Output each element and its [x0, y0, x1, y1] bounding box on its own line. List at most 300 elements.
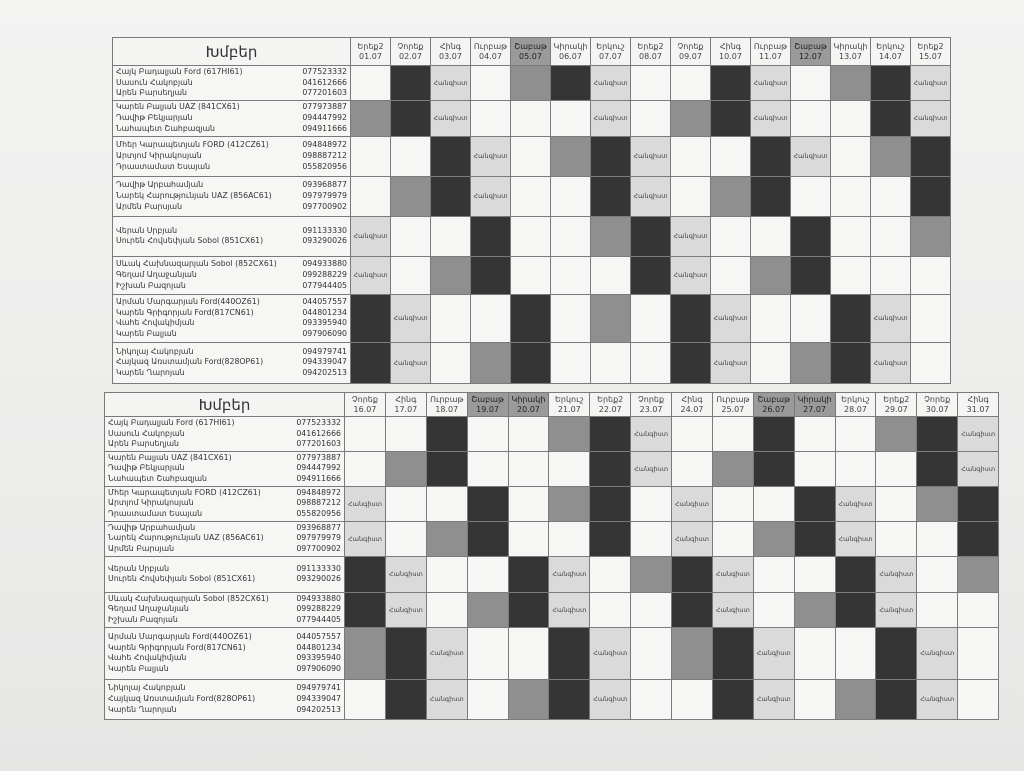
- shift-cell-empty: [876, 486, 917, 521]
- groups-header: Խմբեր: [105, 393, 345, 417]
- rest-day-cell: Հանգիստ: [751, 66, 791, 101]
- rest-day-cell: Հանգիստ: [672, 521, 713, 556]
- shift-cell-dark: [508, 592, 549, 627]
- shift-cell-empty: [551, 342, 591, 383]
- group-row: [113, 256, 951, 294]
- day-name: Հինգ: [719, 41, 742, 51]
- shift-cell-empty: [831, 100, 871, 136]
- day-header: [917, 393, 958, 417]
- shift-cell-empty: [590, 556, 631, 592]
- rest-day-cell: Հանգիստ: [835, 521, 876, 556]
- shift-cell-empty: [794, 627, 835, 679]
- shift-cell-dark: [385, 679, 426, 719]
- shift-cell-dark: [917, 451, 958, 486]
- day-date: 19.07: [476, 404, 500, 414]
- group-member-line: [116, 78, 347, 89]
- shift-cell-empty: [791, 100, 831, 136]
- member-phone: 094933880: [296, 593, 341, 603]
- group-member-line: [108, 533, 341, 544]
- member-phone: 093395940: [296, 653, 341, 663]
- shift-cell-gray: [551, 136, 591, 176]
- day-name: Ուրբաթ: [473, 41, 508, 51]
- shift-cell-dark: [345, 556, 386, 592]
- day-header: [591, 38, 631, 66]
- member-name: Արմեն Բարսյան: [108, 544, 175, 554]
- day-name: Հինգ: [439, 41, 462, 51]
- day-header: [631, 38, 671, 66]
- group-member-line: [116, 226, 347, 237]
- shift-cell-empty: [511, 216, 551, 256]
- day-header: [467, 393, 508, 417]
- rest-day-cell: Հանգիստ: [711, 342, 751, 383]
- group-member-line: [108, 694, 341, 705]
- member-phone: 077973887: [302, 102, 347, 112]
- group-member-line: [116, 180, 347, 191]
- group-row: [113, 136, 951, 176]
- member-phone: 041612666: [302, 77, 347, 87]
- day-date: 15.07: [919, 51, 942, 61]
- shift-cell-gray: [871, 136, 911, 176]
- rest-day-cell: Հանգիստ: [753, 679, 794, 719]
- member-phone: 044801234: [302, 307, 347, 317]
- member-phone: 077523332: [296, 418, 341, 427]
- shift-cell-empty: [751, 294, 791, 342]
- shift-cell-gray: [672, 627, 713, 679]
- shift-cell-empty: [753, 556, 794, 592]
- group-member-line: [116, 357, 347, 368]
- shift-cell-empty: [351, 66, 391, 101]
- group-member-line: [108, 594, 341, 605]
- member-name: Նիկոլայ Հակոբյան: [108, 683, 186, 693]
- rest-day-cell: Հանգիստ: [753, 627, 794, 679]
- group-members-cell: [113, 176, 351, 216]
- rest-day-cell: Հանգիստ: [385, 556, 426, 592]
- rest-day-cell: Հանգիստ: [671, 216, 711, 256]
- shift-cell-gray: [391, 176, 431, 216]
- member-name: Նարեկ Հարությունյան UAZ (856AC61): [108, 533, 264, 543]
- rest-day-cell: Հանգիստ: [471, 176, 511, 216]
- rest-day-cell: Հանգիստ: [672, 486, 713, 521]
- day-date: 26.07: [762, 404, 786, 414]
- shift-cell-empty: [631, 679, 672, 719]
- group-member-line: [116, 368, 347, 379]
- shift-cell-empty: [751, 342, 791, 383]
- day-header: [791, 38, 831, 66]
- group-member-line: [108, 429, 341, 440]
- member-name: Վերան Սրբյան: [116, 225, 178, 235]
- shift-cell-empty: [591, 342, 631, 383]
- group-member-line: [108, 604, 341, 615]
- member-phone: 098887212: [302, 150, 347, 160]
- group-member-line: [116, 329, 347, 340]
- group-members-cell: [113, 136, 351, 176]
- group-row: [105, 679, 999, 719]
- member-name: Վահե Հովակիմյան: [108, 653, 187, 663]
- group-members-cell: [113, 256, 351, 294]
- shift-cell-dark: [391, 100, 431, 136]
- group-member-line: [116, 140, 347, 151]
- member-name: Կարեն Գրիգորյան Ford(817CN61): [116, 307, 254, 317]
- shift-cell-gray: [917, 486, 958, 521]
- group-member-line: [116, 259, 347, 270]
- shift-cell-empty: [631, 627, 672, 679]
- group-member-line: [108, 453, 341, 464]
- rest-day-cell: Հանգիստ: [426, 627, 467, 679]
- shift-cell-empty: [391, 136, 431, 176]
- shift-cell-dark: [351, 294, 391, 342]
- shift-cell-dark: [631, 216, 671, 256]
- day-date: 20.07: [516, 404, 540, 414]
- day-header: [711, 38, 751, 66]
- group-members-cell: [105, 556, 345, 592]
- member-name: Նահապետ Շահբազյան: [116, 123, 216, 133]
- shift-cell-empty: [712, 486, 753, 521]
- rest-day-cell: Հանգիստ: [917, 679, 958, 719]
- shift-cell-dark: [794, 486, 835, 521]
- member-name: Նիկոլայ Հակոբյան: [116, 346, 194, 356]
- member-phone: 094202513: [296, 704, 341, 714]
- group-row: [105, 627, 999, 679]
- member-phone: 094933880: [302, 259, 347, 269]
- day-header: [712, 393, 753, 417]
- member-name: Դավիթ Բեկյարյան: [116, 112, 193, 122]
- member-phone: 093968877: [302, 180, 347, 190]
- member-phone: 077944405: [302, 280, 347, 290]
- shift-cell-empty: [385, 521, 426, 556]
- member-phone: 094447992: [296, 463, 341, 473]
- group-member-line: [108, 523, 341, 534]
- shift-cell-gray: [549, 417, 590, 452]
- member-phone: 097906090: [302, 328, 347, 338]
- shift-cell-dark: [671, 342, 711, 383]
- group-member-line: [116, 113, 347, 124]
- group-row: [113, 66, 951, 101]
- rest-day-cell: Հանգիստ: [631, 417, 672, 452]
- rest-day-cell: Հանգիստ: [351, 256, 391, 294]
- shift-cell-empty: [426, 592, 467, 627]
- group-member-line: [116, 281, 347, 292]
- day-date: 03.07: [439, 51, 462, 61]
- shift-cell-empty: [508, 521, 549, 556]
- shift-cell-empty: [794, 417, 835, 452]
- shift-cell-dark: [471, 216, 511, 256]
- shift-cell-gray: [591, 294, 631, 342]
- shift-cell-empty: [431, 342, 471, 383]
- shift-cell-empty: [911, 294, 951, 342]
- member-name: Վահե Հովակիմյան: [116, 318, 195, 328]
- group-row: [113, 294, 951, 342]
- day-date: 17.07: [394, 404, 418, 414]
- shift-cell-dark: [467, 521, 508, 556]
- shift-cell-dark: [791, 256, 831, 294]
- shift-cell-empty: [631, 521, 672, 556]
- member-phone: 094339047: [296, 693, 341, 703]
- member-name: Կարեն Բալյան: [108, 663, 169, 673]
- day-header: [511, 38, 551, 66]
- shift-cell-empty: [551, 176, 591, 216]
- shift-cell-empty: [631, 592, 672, 627]
- group-members-cell: [105, 486, 345, 521]
- day-header: [871, 38, 911, 66]
- day-name: Երեք2: [917, 41, 944, 51]
- rest-day-cell: Հանգիստ: [345, 486, 386, 521]
- group-member-line: [116, 297, 347, 308]
- shift-cell-gray: [791, 342, 831, 383]
- shift-cell-empty: [917, 592, 958, 627]
- group-members-cell: [113, 342, 351, 383]
- shift-cell-empty: [631, 486, 672, 521]
- rest-day-cell: Հանգիստ: [431, 100, 471, 136]
- member-name: Սևակ Հախնազարյան Sobol (852CX61): [116, 259, 277, 269]
- shift-cell-dark: [511, 342, 551, 383]
- shift-cell-empty: [831, 256, 871, 294]
- rest-day-cell: Հանգիստ: [549, 592, 590, 627]
- day-name: Ուրբաթ: [753, 41, 788, 51]
- member-name: Մհեր Կարապետյան FORD (412CZ61): [108, 487, 261, 497]
- shift-cell-dark: [711, 66, 751, 101]
- shift-cell-empty: [551, 100, 591, 136]
- day-header: [631, 393, 672, 417]
- day-date: 25.07: [721, 404, 745, 414]
- day-name: Կիրակի: [553, 41, 588, 51]
- group-member-line: [116, 88, 347, 99]
- member-name: Կարեն Բալյան UAZ (841CX61): [116, 102, 240, 112]
- rest-day-cell: Հանգիստ: [791, 136, 831, 176]
- day-header: [876, 393, 917, 417]
- group-member-line: [116, 151, 347, 162]
- shift-cell-empty: [551, 256, 591, 294]
- day-date: 02.07: [399, 51, 422, 61]
- group-member-line: [108, 509, 341, 520]
- rest-day-cell: Հանգիստ: [958, 451, 999, 486]
- shift-cell-empty: [467, 679, 508, 719]
- shift-cell-dark: [590, 486, 631, 521]
- member-name: Դրաստամատ Եսայան: [116, 161, 211, 171]
- shift-cell-empty: [511, 136, 551, 176]
- shift-cell-empty: [876, 451, 917, 486]
- shift-cell-gray: [385, 451, 426, 486]
- day-date: 24.07: [680, 404, 704, 414]
- member-phone: 099288229: [296, 604, 341, 614]
- shift-cell-dark: [590, 451, 631, 486]
- shift-cell-gray: [751, 256, 791, 294]
- day-name: Հինգ: [395, 394, 417, 404]
- shift-cell-dark: [958, 521, 999, 556]
- member-name: Գեղամ Աղաջանյան: [108, 604, 189, 614]
- shift-cell-empty: [591, 256, 631, 294]
- day-name: Երեք2: [597, 394, 624, 404]
- member-name: Հայկազ Առստամյան Ford(828OP61): [116, 357, 264, 367]
- rest-day-cell: Հանգիստ: [431, 66, 471, 101]
- member-phone: 097700902: [296, 544, 341, 554]
- member-name: Սևակ Հախնազարյան Sobol (852CX61): [108, 593, 269, 603]
- shift-cell-dark: [551, 66, 591, 101]
- member-phone: 094911666: [302, 123, 347, 133]
- shift-cell-empty: [467, 556, 508, 592]
- day-date: 10.07: [719, 51, 742, 61]
- member-phone: 097979979: [296, 533, 341, 543]
- day-date: 23.07: [639, 404, 663, 414]
- rest-day-cell: Հանգիստ: [345, 521, 386, 556]
- shift-cell-gray: [911, 216, 951, 256]
- day-date: 18.07: [435, 404, 459, 414]
- shift-cell-gray: [835, 679, 876, 719]
- day-date: 21.07: [557, 404, 581, 414]
- rest-day-cell: Հանգիստ: [631, 176, 671, 216]
- member-phone: 094447992: [302, 112, 347, 122]
- day-header: [958, 393, 999, 417]
- day-name: Կիրակի: [797, 394, 832, 404]
- shift-cell-dark: [345, 592, 386, 627]
- shift-cell-gray: [876, 417, 917, 452]
- day-date: 01.07: [359, 51, 382, 61]
- day-name: Ուրբաթ: [716, 394, 750, 404]
- shift-cell-empty: [672, 451, 713, 486]
- member-name: Արտյոմ Կիրակոսյան: [108, 498, 194, 508]
- shift-cell-dark: [753, 417, 794, 452]
- group-member-line: [108, 439, 341, 450]
- member-phone: 091133330: [296, 563, 341, 573]
- shift-cell-empty: [671, 176, 711, 216]
- shift-cell-gray: [467, 592, 508, 627]
- shift-cell-dark: [917, 417, 958, 452]
- member-name: Կարեն Գրիգորյան Ford(817CN61): [108, 642, 246, 652]
- rest-day-cell: Հանգիստ: [711, 294, 751, 342]
- group-member-line: [108, 474, 341, 485]
- shift-cell-gray: [549, 486, 590, 521]
- shift-cell-gray: [753, 521, 794, 556]
- group-member-line: [116, 191, 347, 202]
- day-date: 16.07: [353, 404, 377, 414]
- member-phone: 093395940: [302, 318, 347, 328]
- schedule-table-july-16-31: [104, 392, 999, 720]
- day-name: Հինգ: [681, 394, 703, 404]
- group-member-line: [108, 683, 341, 694]
- rest-day-cell: Հանգիստ: [876, 592, 917, 627]
- member-name: Արեն Բարսեղյան: [108, 439, 180, 449]
- group-member-line: [108, 564, 341, 575]
- day-header: [345, 393, 386, 417]
- shift-cell-empty: [391, 216, 431, 256]
- rest-day-cell: Հանգիստ: [958, 417, 999, 452]
- shift-cell-dark: [871, 100, 911, 136]
- day-name: Երկուշ: [555, 394, 584, 404]
- shift-cell-empty: [791, 176, 831, 216]
- group-member-line: [108, 643, 341, 654]
- shift-cell-empty: [835, 627, 876, 679]
- shift-cell-gray: [671, 100, 711, 136]
- day-header: [551, 38, 591, 66]
- member-phone: 093968877: [296, 522, 341, 532]
- rest-day-cell: Հանգիստ: [391, 342, 431, 383]
- group-member-line: [116, 270, 347, 281]
- shift-cell-dark: [751, 176, 791, 216]
- shift-cell-empty: [794, 679, 835, 719]
- group-member-line: [108, 615, 341, 626]
- member-name: Սասուն Հակոբյան: [108, 428, 185, 438]
- shift-cell-gray: [351, 100, 391, 136]
- rest-day-cell: Հանգիստ: [712, 592, 753, 627]
- group-member-line: [108, 418, 341, 429]
- group-member-line: [108, 498, 341, 509]
- shift-cell-gray: [508, 679, 549, 719]
- groups-header: Խմբեր: [113, 38, 351, 66]
- group-member-line: [108, 664, 341, 675]
- day-name: Հինգ: [967, 394, 989, 404]
- member-phone: 094339047: [302, 357, 347, 367]
- member-phone: 044057557: [296, 632, 341, 642]
- shift-cell-empty: [794, 451, 835, 486]
- shift-cell-empty: [791, 66, 831, 101]
- member-name: Արման Մարգարյան Ford(440OZ61): [116, 297, 260, 307]
- shift-cell-dark: [471, 256, 511, 294]
- group-members-cell: [105, 417, 345, 452]
- shift-cell-gray: [958, 556, 999, 592]
- shift-cell-gray: [712, 451, 753, 486]
- shift-cell-dark: [672, 556, 713, 592]
- group-member-line: [116, 236, 347, 247]
- shift-cell-empty: [751, 216, 791, 256]
- group-member-line: [108, 574, 341, 585]
- shift-cell-dark: [672, 592, 713, 627]
- shift-cell-empty: [467, 417, 508, 452]
- member-phone: 044801234: [296, 642, 341, 652]
- rest-day-cell: Հանգիստ: [911, 66, 951, 101]
- shift-cell-empty: [551, 216, 591, 256]
- shift-cell-empty: [549, 451, 590, 486]
- day-date: 27.07: [803, 404, 827, 414]
- rest-day-cell: Հանգիստ: [911, 100, 951, 136]
- day-name: Կիրակի: [833, 41, 868, 51]
- day-header: [385, 393, 426, 417]
- group-member-line: [108, 653, 341, 664]
- shift-cell-gray: [431, 256, 471, 294]
- group-row: [113, 216, 951, 256]
- shift-cell-gray: [511, 66, 551, 101]
- rest-day-cell: Հանգիստ: [549, 556, 590, 592]
- day-date: 12.07: [799, 51, 822, 61]
- day-header: [831, 38, 871, 66]
- shift-cell-dark: [712, 627, 753, 679]
- day-date: 08.07: [639, 51, 662, 61]
- day-date: 13.07: [839, 51, 862, 61]
- day-name: Երկուշ: [876, 41, 905, 51]
- day-header: [751, 38, 791, 66]
- shift-cell-empty: [471, 66, 511, 101]
- member-phone: 094848972: [302, 140, 347, 150]
- shift-cell-dark: [835, 592, 876, 627]
- day-name: Չորեք: [677, 41, 704, 51]
- shift-cell-empty: [831, 216, 871, 256]
- day-date: 30.07: [925, 404, 949, 414]
- member-name: Հայկ Բադալյան Ford (617HI61): [108, 418, 235, 427]
- shift-cell-dark: [794, 521, 835, 556]
- day-header: [794, 393, 835, 417]
- shift-cell-empty: [831, 176, 871, 216]
- member-name: Կարեն Ղարոյան: [116, 368, 185, 378]
- member-phone: 094848972: [296, 487, 341, 497]
- member-phone: 055820956: [296, 509, 341, 519]
- shift-cell-empty: [345, 417, 386, 452]
- day-date: 29.07: [884, 404, 908, 414]
- group-member-line: [116, 347, 347, 358]
- day-date: 06.07: [559, 51, 582, 61]
- shift-cell-dark: [426, 451, 467, 486]
- group-members-cell: [105, 679, 345, 719]
- rest-day-cell: Հանգիստ: [591, 66, 631, 101]
- shift-cell-empty: [794, 556, 835, 592]
- shift-cell-empty: [431, 294, 471, 342]
